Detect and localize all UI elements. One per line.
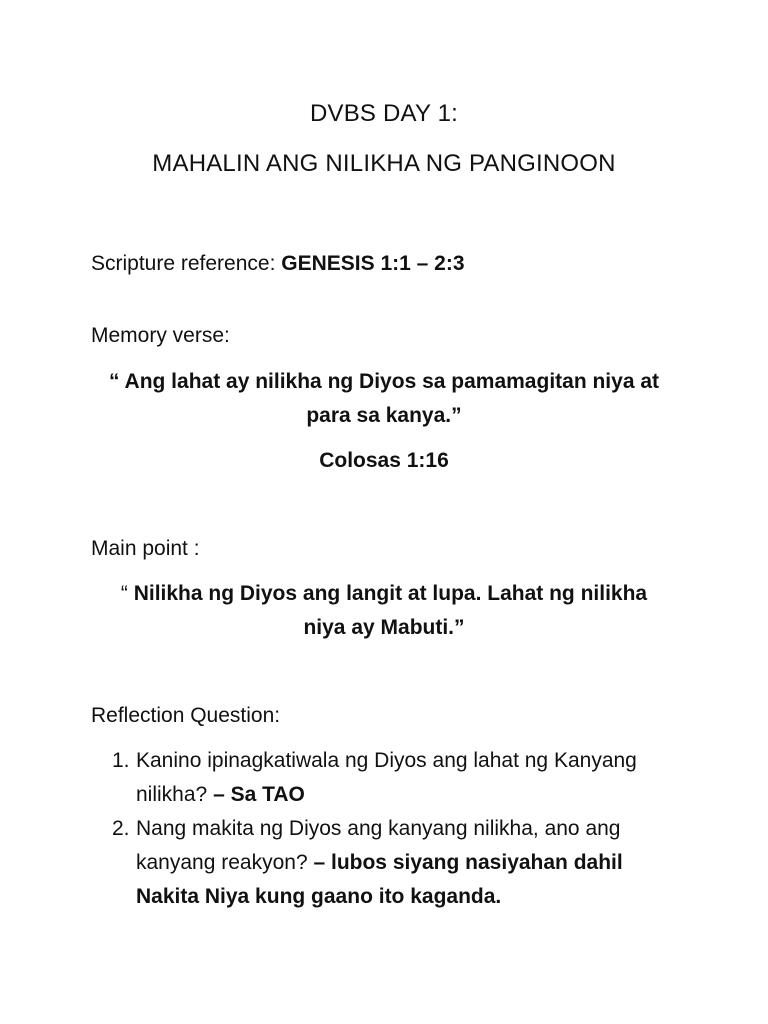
main-point-label: Main point : xyxy=(91,537,200,560)
question-answer-line-3: Nakita Niya kung gaano ito kaganda. xyxy=(136,885,502,908)
memory-verse-line-1: “ Ang lahat ay nilikha ng Diyos sa pamamagitan niya at xyxy=(108,370,660,393)
question-text-line-1: Kanino ipinagkatiwala ng Diyos ang lahat ng Kanyang xyxy=(136,749,637,772)
memory-verse-line-2: para sa kanya.” xyxy=(306,404,462,427)
scripture-label: Scripture reference: xyxy=(91,252,282,275)
question-line-1 xyxy=(112,744,692,778)
memory-verse-label: Memory verse: xyxy=(91,324,230,347)
memory-verse-text xyxy=(0,365,768,433)
reflection-label: Reflection Question: xyxy=(91,704,281,727)
question-text-line-2: kanyang reakyon? xyxy=(136,851,314,874)
main-point-line-2: niya ay Mabuti.” xyxy=(303,616,465,639)
question-answer: – lubos siyang nasiyahan dahil xyxy=(313,851,623,874)
question-line-2 xyxy=(112,778,692,812)
question-line-3 xyxy=(112,880,692,914)
main-point-text xyxy=(0,577,768,645)
question-item xyxy=(112,744,692,812)
question-item xyxy=(112,812,692,914)
question-text-line-2: nilikha? xyxy=(136,783,214,806)
reflection-question-1 xyxy=(112,744,692,812)
reflection-question-2 xyxy=(112,812,692,914)
question-line-1 xyxy=(112,812,692,846)
memory-verse-reference: Colosas 1:16 xyxy=(319,449,449,472)
main-point-open-quote: “ xyxy=(120,582,134,605)
question-number: 1. xyxy=(112,749,130,772)
theme-title: MAHALIN ANG NILIKHA NG PANGINOON xyxy=(152,150,616,177)
question-line-2 xyxy=(112,846,692,880)
scripture-value: GENESIS 1:1 – 2:3 xyxy=(281,252,465,275)
main-point-line-1-text: Nilikha ng Diyos ang langit at lupa. Lahat ng nilikha xyxy=(133,582,648,605)
question-text-line-1: Nang makita ng Diyos ang kanyang nilikha, ano ang xyxy=(136,817,621,840)
main-point-line-1 xyxy=(0,577,768,611)
day-title: DVBS DAY 1: xyxy=(309,100,459,127)
question-answer: – Sa TAO xyxy=(213,783,305,806)
question-number: 2. xyxy=(112,817,130,840)
scripture-reference xyxy=(91,252,465,276)
